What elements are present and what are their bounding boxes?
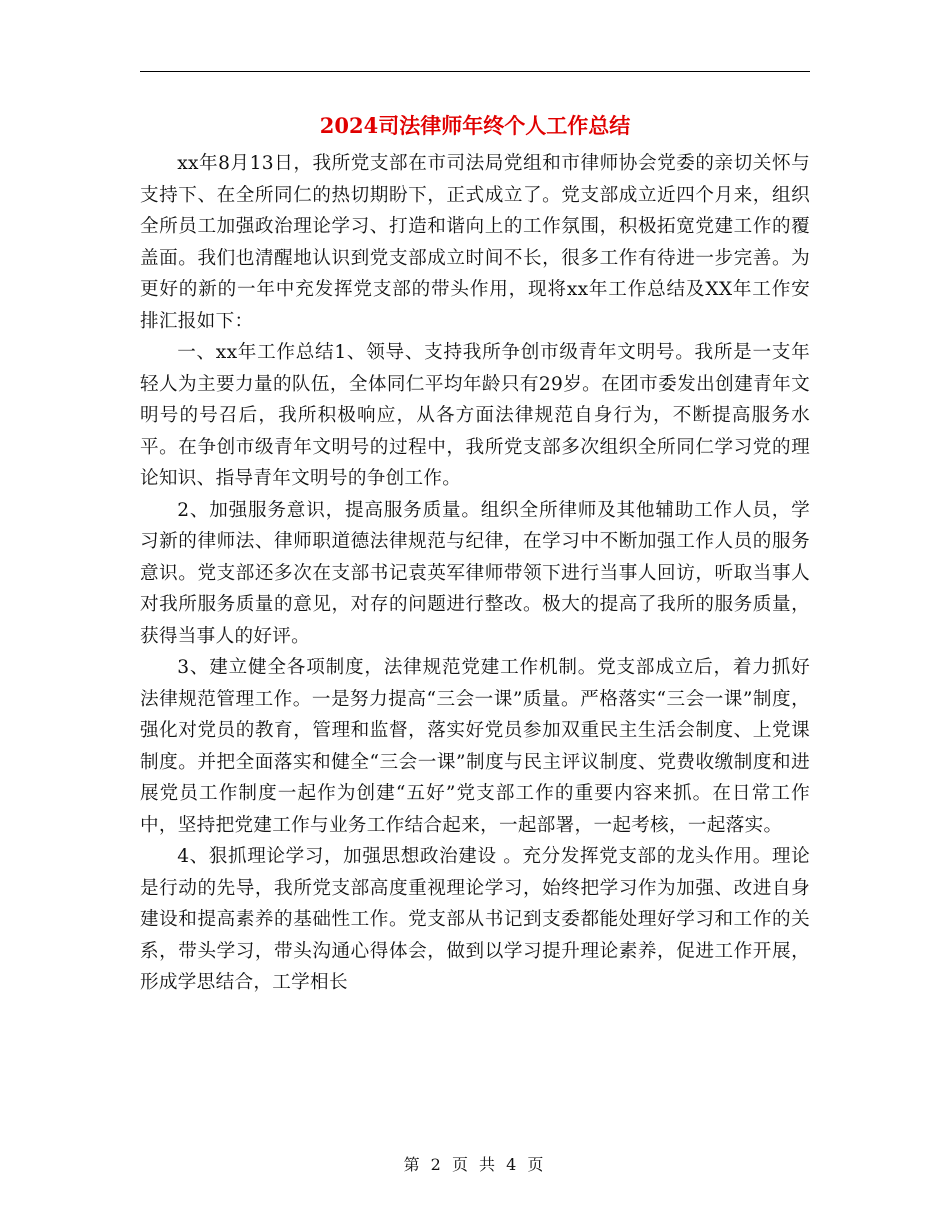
page-number-footer: 第 2 页 共 4 页: [403, 1155, 547, 1174]
paragraph-system-building: 3、建立健全各项制度，法律规范党建工作机制。党支部成立后，着力抓好法律规范管理工作。一是努力提高“三会一课”质量。严格落实“三会一课”制度，强化对党员的教育，管理和监督，落实好党员参加双重民主生活会制度、上党课制度。并把全面落实和健全“三会一课”制度与民主评议制度、党费收缴制度和进展党员工作制度一起作为创建“五好”党支部工作的重要内容来抓。在日常工作中，坚持把党建工作与业务工作结合起来，一起部署，一起考核，一起落实。: [140, 657, 810, 836]
paragraph-intro: xx年8月13日，我所党支部在市司法局党组和市律师协会党委的亲切关怀与支持下、在全所同仁的热切期盼下，正式成立了。党支部成立近四个月来，组织全所员工加强政治理论学习、打造和谐向上的工作氛围，积极拓宽党建工作的覆盖面。我们也清醒地认识到党支部成立时间不长，很多工作有待进一步完善。为更好的新的一年中充发挥党支部的带头作用，现将xx年工作总结及XX年工作安排汇报如下：: [140, 153, 810, 332]
paragraph-summary-1: 一、xx年工作总结1、领导、支持我所争创市级青年文明号。我所是一支年轻人为主要力量的队伍，全体同仁平均年龄只有29岁。在团市委发出创建青年文明号的号召后，我所积极响应，从各方面法律规范自身行为，不断提高服务水平。在争创市级青年文明号的过程中，我所党支部多次组织全所同仁学习党的理论知识、指导青年文明号的争创工作。: [140, 342, 810, 489]
paragraph-theory-study: 4、狠抓理论学习，加强思想政治建设 。充分发挥党支部的龙头作用。理论是行动的先导，我所党支部高度重视理论学习，始终把学习作为加强、改进自身建设和提高素养的基础性工作。党支部从书记到支委都能处理好学习和工作的关系，带头学习，带头沟通心得体会，做到以学习提升理论素养，促进工作开展，形成学思结合，工学相长: [140, 846, 810, 993]
paragraph-service-quality: 2、加强服务意识，提高服务质量。组织全所律师及其他辅助工作人员，学习新的律师法、律师职道德法律规范与纪律，在学习中不断加强工作人员的服务意识。党支部还多次在支部书记袁英军律师带领下进行当事人回访，听取当事人对我所服务质量的意见，对存的问题进行整改。极大的提高了我所的服务质量，获得当事人的好评。: [140, 499, 810, 647]
document-body: [140, 148, 810, 999]
document-title: 2024司法律师年终个人工作总结: [319, 113, 631, 138]
header-rule: [140, 71, 810, 72]
